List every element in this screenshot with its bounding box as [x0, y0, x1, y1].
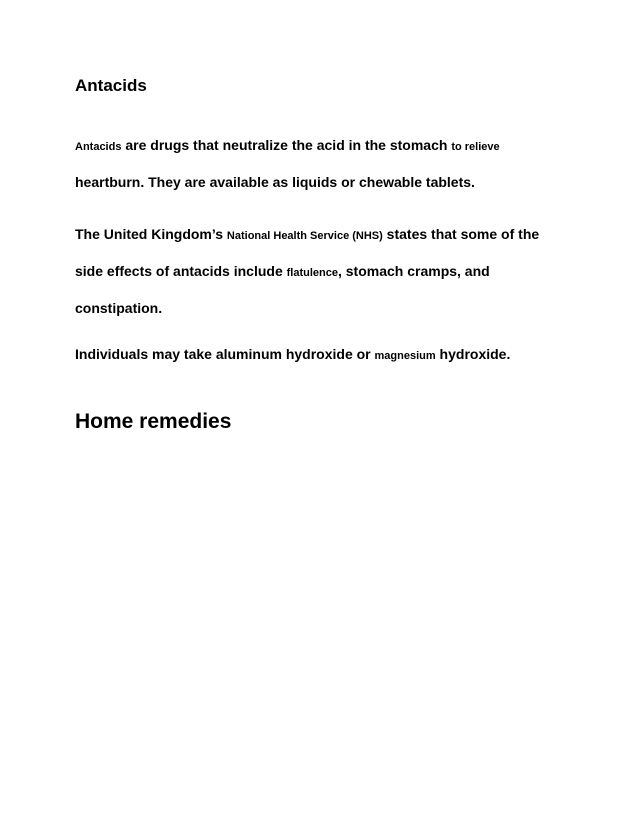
- paragraph-text: Individuals may take aluminum hydroxide or: [75, 346, 375, 362]
- inline-term-flatulence: flatulence: [286, 267, 338, 279]
- paragraph-side-effects: [75, 223, 595, 334]
- paragraph-text: , stomach cramps, and: [337, 263, 490, 279]
- inline-term-antacids: Antacids: [75, 141, 122, 153]
- inline-term-magnesium: magnesium: [374, 350, 436, 362]
- paragraph-text: states that some of the: [382, 226, 540, 242]
- inline-term-nhs: National Health Service (NHS): [226, 230, 383, 242]
- paragraph-antacids-definition: [75, 134, 595, 208]
- paragraph-line: [75, 343, 595, 365]
- inline-text-to-relieve: to relieve: [451, 141, 500, 153]
- paragraph-line: [75, 260, 595, 282]
- paragraph-text: side effects of antacids include: [75, 263, 287, 279]
- paragraph-line: constipation.: [75, 300, 163, 316]
- section-heading-antacids: Antacids: [75, 76, 147, 95]
- paragraph-hydroxides: [75, 343, 595, 365]
- paragraph-text: are drugs that neutralize the acid in the stomach: [121, 137, 452, 153]
- paragraph-text: hydroxide.: [435, 346, 511, 362]
- paragraph-line: [75, 223, 595, 245]
- paragraph-line: [75, 134, 595, 156]
- paragraph-line: heartburn. They are available as liquids or chewable tablets.: [75, 174, 475, 190]
- section-heading-home-remedies: Home remedies: [75, 410, 232, 433]
- paragraph-text: The United Kingdom’s: [75, 226, 227, 242]
